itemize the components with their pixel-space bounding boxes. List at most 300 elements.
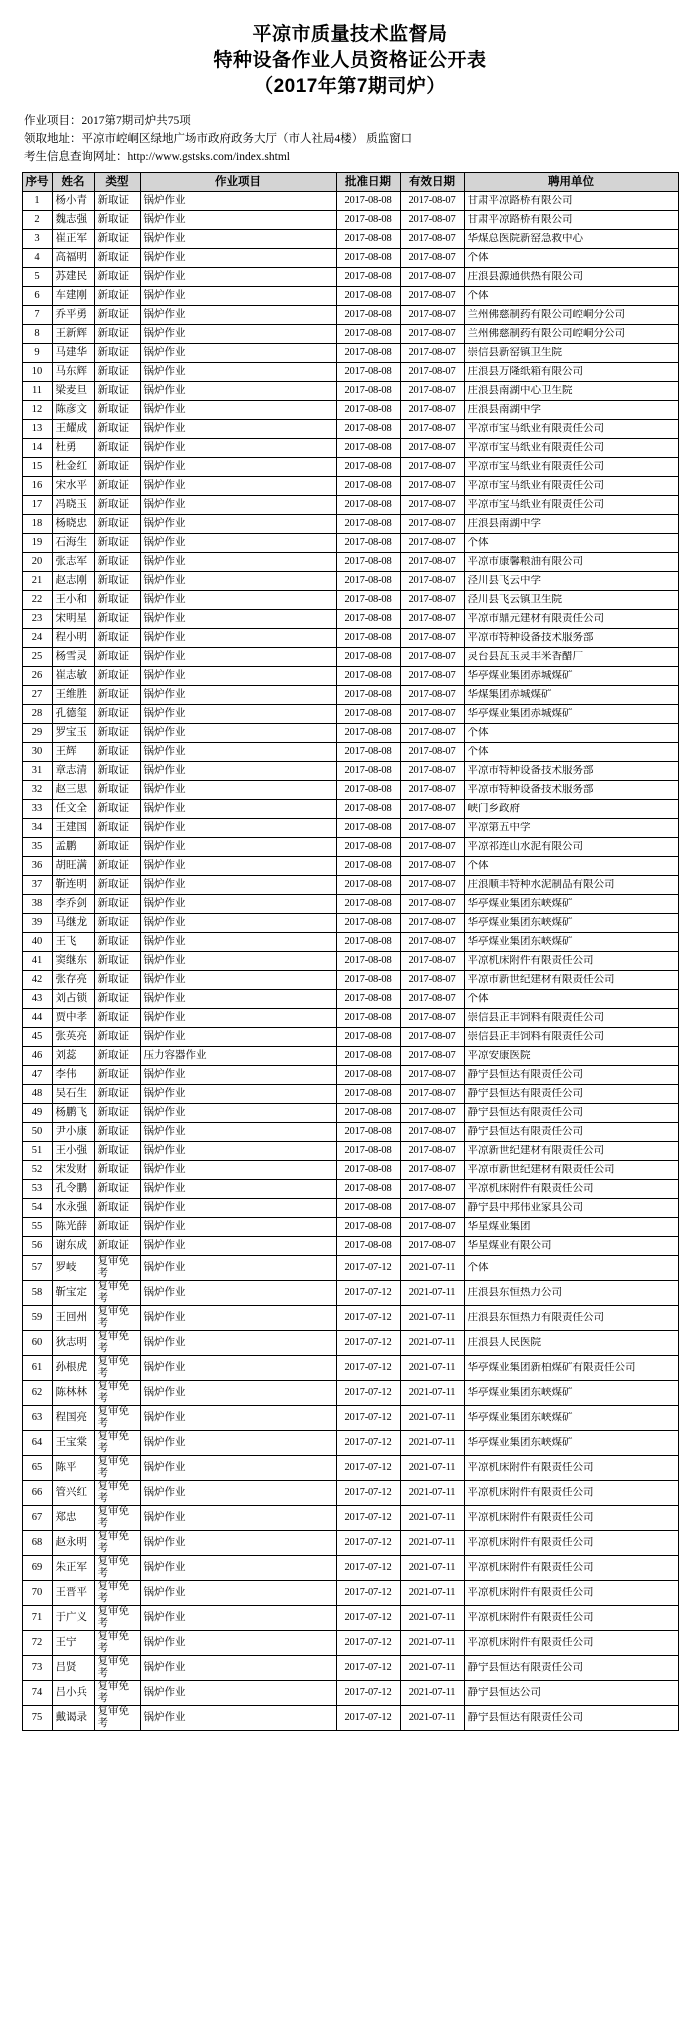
cell-index: 24 xyxy=(22,629,52,648)
cell-valid-date: 2021-07-11 xyxy=(400,1556,464,1581)
cell-type: 复审免考 xyxy=(94,1431,140,1456)
cell-type: 新取证 xyxy=(94,629,140,648)
table-row xyxy=(22,800,678,819)
cell-type: 新取证 xyxy=(94,1218,140,1237)
cell-valid-date: 2021-07-11 xyxy=(400,1281,464,1306)
cell-employer: 庄浪顺丰特种水泥制品有限公司 xyxy=(464,876,678,895)
cell-valid-date: 2017-08-07 xyxy=(400,1199,464,1218)
cell-name: 刘占锁 xyxy=(52,990,94,1009)
cell-valid-date: 2017-08-07 xyxy=(400,496,464,515)
cell-employer: 平凉机床附件有限责任公司 xyxy=(464,1180,678,1199)
cell-employer: 华亭煤业集团东峡煤矿 xyxy=(464,1381,678,1406)
cell-valid-date: 2017-08-07 xyxy=(400,458,464,477)
cell-approve-date: 2017-08-08 xyxy=(336,591,400,610)
cell-name: 马东辉 xyxy=(52,363,94,382)
cell-valid-date: 2017-08-07 xyxy=(400,762,464,781)
cell-valid-date: 2021-07-11 xyxy=(400,1256,464,1281)
cell-name: 高福明 xyxy=(52,249,94,268)
cell-name: 赵三思 xyxy=(52,781,94,800)
table-row xyxy=(22,1456,678,1481)
cell-type: 新取证 xyxy=(94,306,140,325)
cell-employer: 平凉祁连山水泥有限公司 xyxy=(464,838,678,857)
cell-name: 程国亮 xyxy=(52,1406,94,1431)
table-row xyxy=(22,591,678,610)
cell-valid-date: 2017-08-07 xyxy=(400,420,464,439)
cell-valid-date: 2021-07-11 xyxy=(400,1356,464,1381)
cell-valid-date: 2021-07-11 xyxy=(400,1531,464,1556)
cell-employer: 崇信县正丰饲料有限责任公司 xyxy=(464,1028,678,1047)
cell-index: 54 xyxy=(22,1199,52,1218)
cell-approve-date: 2017-08-08 xyxy=(336,762,400,781)
cell-work-item: 锅炉作业 xyxy=(140,1331,336,1356)
cell-name: 杨鹏飞 xyxy=(52,1104,94,1123)
cell-approve-date: 2017-08-08 xyxy=(336,914,400,933)
table-row xyxy=(22,1085,678,1104)
table-row xyxy=(22,933,678,952)
cell-type: 复审免考 xyxy=(94,1706,140,1731)
document-title-block xyxy=(0,0,700,100)
cell-work-item: 锅炉作业 xyxy=(140,534,336,553)
cell-index: 68 xyxy=(22,1531,52,1556)
cell-work-item: 锅炉作业 xyxy=(140,515,336,534)
cell-work-item: 锅炉作业 xyxy=(140,230,336,249)
cell-type: 新取证 xyxy=(94,477,140,496)
cell-employer: 华亭煤业集团东峡煤矿 xyxy=(464,1431,678,1456)
certificate-table xyxy=(22,172,679,1731)
cell-work-item: 锅炉作业 xyxy=(140,971,336,990)
cell-valid-date: 2017-08-07 xyxy=(400,800,464,819)
cell-index: 21 xyxy=(22,572,52,591)
cell-valid-date: 2017-08-07 xyxy=(400,572,464,591)
cell-type: 复审免考 xyxy=(94,1581,140,1606)
cell-index: 38 xyxy=(22,895,52,914)
cell-name: 胡旺满 xyxy=(52,857,94,876)
cell-type: 新取证 xyxy=(94,610,140,629)
cell-valid-date: 2017-08-07 xyxy=(400,325,464,344)
cell-employer: 庄浪县源通供热有限公司 xyxy=(464,268,678,287)
table-row xyxy=(22,1381,678,1406)
cell-approve-date: 2017-08-08 xyxy=(336,572,400,591)
table-row xyxy=(22,496,678,515)
cell-name: 杨晓忠 xyxy=(52,515,94,534)
cell-type: 新取证 xyxy=(94,534,140,553)
table-row xyxy=(22,306,678,325)
cell-valid-date: 2021-07-11 xyxy=(400,1331,464,1356)
cell-employer: 个体 xyxy=(464,534,678,553)
cell-name: 贾中孝 xyxy=(52,1009,94,1028)
cell-name: 水永强 xyxy=(52,1199,94,1218)
cell-index: 67 xyxy=(22,1506,52,1531)
cell-type: 新取证 xyxy=(94,876,140,895)
cell-work-item: 锅炉作业 xyxy=(140,1531,336,1556)
table-row xyxy=(22,610,678,629)
cell-employer: 庄浪县南湖中学 xyxy=(464,401,678,420)
cell-valid-date: 2017-08-07 xyxy=(400,914,464,933)
cell-index: 42 xyxy=(22,971,52,990)
cell-work-item: 锅炉作业 xyxy=(140,363,336,382)
cell-valid-date: 2017-08-07 xyxy=(400,211,464,230)
cell-employer: 平凉市新世纪建材有限责任公司 xyxy=(464,1161,678,1180)
table-row xyxy=(22,705,678,724)
cell-name: 马继龙 xyxy=(52,914,94,933)
cell-valid-date: 2017-08-07 xyxy=(400,1123,464,1142)
cell-employer: 平凉市宝马纸业有限责任公司 xyxy=(464,496,678,515)
table-row xyxy=(22,1681,678,1706)
cell-approve-date: 2017-08-08 xyxy=(336,667,400,686)
cell-employer: 华煤集团赤城煤矿 xyxy=(464,686,678,705)
cell-employer: 华亭煤业集团东峡煤矿 xyxy=(464,914,678,933)
cell-type: 新取证 xyxy=(94,952,140,971)
cell-type: 复审免考 xyxy=(94,1681,140,1706)
cell-valid-date: 2017-08-07 xyxy=(400,629,464,648)
column-header-valid-date: 有效日期 xyxy=(400,173,464,192)
cell-work-item: 锅炉作业 xyxy=(140,1104,336,1123)
cell-valid-date: 2017-08-07 xyxy=(400,534,464,553)
cell-type: 新取证 xyxy=(94,838,140,857)
cell-name: 吕贤 xyxy=(52,1656,94,1681)
table-row xyxy=(22,1406,678,1431)
cell-employer: 平凉机床附件有限责任公司 xyxy=(464,1506,678,1531)
cell-name: 张英亮 xyxy=(52,1028,94,1047)
cell-employer: 平凉安康医院 xyxy=(464,1047,678,1066)
cell-work-item: 锅炉作业 xyxy=(140,724,336,743)
cell-name: 管兴红 xyxy=(52,1481,94,1506)
cell-type: 新取证 xyxy=(94,439,140,458)
cell-employer: 平凉机床附件有限责任公司 xyxy=(464,1631,678,1656)
cell-type: 新取证 xyxy=(94,496,140,515)
cell-type: 复审免考 xyxy=(94,1531,140,1556)
cell-valid-date: 2017-08-07 xyxy=(400,344,464,363)
cell-approve-date: 2017-08-08 xyxy=(336,1009,400,1028)
cell-name: 谢东成 xyxy=(52,1237,94,1256)
cell-valid-date: 2021-07-11 xyxy=(400,1506,464,1531)
cell-valid-date: 2021-07-11 xyxy=(400,1581,464,1606)
cell-name: 张志军 xyxy=(52,553,94,572)
cell-name: 吕小兵 xyxy=(52,1681,94,1706)
cell-employer: 静宁县恒达有限责任公司 xyxy=(464,1104,678,1123)
cell-work-item: 锅炉作业 xyxy=(140,667,336,686)
cell-work-item: 锅炉作业 xyxy=(140,344,336,363)
cell-valid-date: 2021-07-11 xyxy=(400,1681,464,1706)
cell-approve-date: 2017-08-08 xyxy=(336,306,400,325)
cell-approve-date: 2017-08-08 xyxy=(336,1180,400,1199)
table-row xyxy=(22,1331,678,1356)
cell-employer: 平凉机床附件有限责任公司 xyxy=(464,952,678,971)
cell-valid-date: 2017-08-07 xyxy=(400,857,464,876)
cell-employer: 兰州佛慈制药有限公司崆峒分公司 xyxy=(464,306,678,325)
cell-valid-date: 2017-08-07 xyxy=(400,230,464,249)
cell-work-item: 锅炉作业 xyxy=(140,249,336,268)
cell-work-item: 锅炉作业 xyxy=(140,1218,336,1237)
cell-employer: 庄浪县南湖中心卫生院 xyxy=(464,382,678,401)
cell-approve-date: 2017-08-08 xyxy=(336,952,400,971)
table-row xyxy=(22,1104,678,1123)
cell-work-item: 锅炉作业 xyxy=(140,1306,336,1331)
cell-index: 62 xyxy=(22,1381,52,1406)
cell-valid-date: 2017-08-07 xyxy=(400,667,464,686)
cell-approve-date: 2017-07-12 xyxy=(336,1631,400,1656)
cell-index: 25 xyxy=(22,648,52,667)
cell-index: 12 xyxy=(22,401,52,420)
cell-approve-date: 2017-07-12 xyxy=(336,1531,400,1556)
cell-type: 新取证 xyxy=(94,800,140,819)
cell-employer: 华煤总医院新窑急救中心 xyxy=(464,230,678,249)
cell-name: 陈光薛 xyxy=(52,1218,94,1237)
cell-name: 于广义 xyxy=(52,1606,94,1631)
cell-name: 魏志强 xyxy=(52,211,94,230)
cell-name: 郑忠 xyxy=(52,1506,94,1531)
cell-name: 孔令鹏 xyxy=(52,1180,94,1199)
cell-approve-date: 2017-08-08 xyxy=(336,230,400,249)
cell-type: 新取证 xyxy=(94,230,140,249)
cell-name: 崔正军 xyxy=(52,230,94,249)
table-row xyxy=(22,629,678,648)
cell-valid-date: 2017-08-07 xyxy=(400,610,464,629)
table-row xyxy=(22,781,678,800)
cell-name: 石海生 xyxy=(52,534,94,553)
column-header-type: 类型 xyxy=(94,173,140,192)
cell-type: 新取证 xyxy=(94,667,140,686)
cell-employer: 崇信县新窑镇卫生院 xyxy=(464,344,678,363)
cell-approve-date: 2017-08-08 xyxy=(336,515,400,534)
cell-type: 新取证 xyxy=(94,743,140,762)
cell-work-item: 锅炉作业 xyxy=(140,192,336,211)
table-row xyxy=(22,572,678,591)
cell-index: 11 xyxy=(22,382,52,401)
table-row xyxy=(22,1606,678,1631)
table-row xyxy=(22,477,678,496)
cell-valid-date: 2017-08-07 xyxy=(400,648,464,667)
cell-employer: 平凉机床附件有限责任公司 xyxy=(464,1581,678,1606)
cell-approve-date: 2017-08-08 xyxy=(336,1066,400,1085)
table-row xyxy=(22,287,678,306)
table-row xyxy=(22,1047,678,1066)
cell-employer: 华亭煤业集团东峡煤矿 xyxy=(464,1406,678,1431)
table-row xyxy=(22,1581,678,1606)
cell-index: 35 xyxy=(22,838,52,857)
cell-type: 新取证 xyxy=(94,914,140,933)
cell-valid-date: 2017-08-07 xyxy=(400,439,464,458)
cell-work-item: 锅炉作业 xyxy=(140,1556,336,1581)
cell-employer: 静宁县中邦伟业家具公司 xyxy=(464,1199,678,1218)
cell-employer: 静宁县恒达有限责任公司 xyxy=(464,1085,678,1104)
cell-approve-date: 2017-07-12 xyxy=(336,1431,400,1456)
cell-index: 47 xyxy=(22,1066,52,1085)
cell-employer: 平凉市新世纪建材有限责任公司 xyxy=(464,971,678,990)
cell-index: 36 xyxy=(22,857,52,876)
cell-name: 陈林林 xyxy=(52,1381,94,1406)
cell-employer: 灵台县瓦玉灵丰米香醋厂 xyxy=(464,648,678,667)
table-row xyxy=(22,325,678,344)
cell-type: 复审免考 xyxy=(94,1481,140,1506)
cell-type: 新取证 xyxy=(94,572,140,591)
cell-valid-date: 2017-08-07 xyxy=(400,781,464,800)
cell-type: 新取证 xyxy=(94,895,140,914)
cell-approve-date: 2017-08-08 xyxy=(336,990,400,1009)
cell-valid-date: 2017-08-07 xyxy=(400,287,464,306)
cell-employer: 泾川县飞云中学 xyxy=(464,572,678,591)
cell-valid-date: 2021-07-11 xyxy=(400,1381,464,1406)
table-row xyxy=(22,1218,678,1237)
cell-work-item: 锅炉作业 xyxy=(140,306,336,325)
cell-name: 乔平勇 xyxy=(52,306,94,325)
cell-employer: 兰州佛慈制药有限公司崆峒分公司 xyxy=(464,325,678,344)
cell-type: 新取证 xyxy=(94,1104,140,1123)
cell-work-item: 锅炉作业 xyxy=(140,705,336,724)
cell-type: 新取证 xyxy=(94,401,140,420)
cell-approve-date: 2017-08-08 xyxy=(336,477,400,496)
cell-employer: 平凉市宝马纸业有限责任公司 xyxy=(464,458,678,477)
cell-approve-date: 2017-07-12 xyxy=(336,1306,400,1331)
cell-type: 复审免考 xyxy=(94,1656,140,1681)
table-row xyxy=(22,762,678,781)
cell-work-item: 锅炉作业 xyxy=(140,1431,336,1456)
cell-name: 王飞 xyxy=(52,933,94,952)
cell-index: 8 xyxy=(22,325,52,344)
cell-valid-date: 2017-08-07 xyxy=(400,990,464,1009)
cell-work-item: 锅炉作业 xyxy=(140,1681,336,1706)
cell-type: 新取证 xyxy=(94,192,140,211)
cell-work-item: 锅炉作业 xyxy=(140,1180,336,1199)
cell-index: 55 xyxy=(22,1218,52,1237)
cell-approve-date: 2017-08-08 xyxy=(336,610,400,629)
cell-name: 狄志明 xyxy=(52,1331,94,1356)
cell-name: 刘蕊 xyxy=(52,1047,94,1066)
cell-work-item: 锅炉作业 xyxy=(140,1256,336,1281)
cell-approve-date: 2017-08-08 xyxy=(336,705,400,724)
table-row xyxy=(22,1631,678,1656)
cell-approve-date: 2017-08-08 xyxy=(336,1161,400,1180)
cell-index: 16 xyxy=(22,477,52,496)
cell-name: 宋发财 xyxy=(52,1161,94,1180)
cell-index: 1 xyxy=(22,192,52,211)
cell-index: 50 xyxy=(22,1123,52,1142)
cell-valid-date: 2017-08-07 xyxy=(400,1161,464,1180)
cell-employer: 崇信县正丰饲料有限责任公司 xyxy=(464,1009,678,1028)
cell-approve-date: 2017-07-12 xyxy=(336,1681,400,1706)
cell-name: 马建华 xyxy=(52,344,94,363)
cell-index: 56 xyxy=(22,1237,52,1256)
cell-name: 杜勇 xyxy=(52,439,94,458)
cell-employer: 平凉新世纪建材有限责任公司 xyxy=(464,1142,678,1161)
cell-type: 新取证 xyxy=(94,648,140,667)
cell-work-item: 锅炉作业 xyxy=(140,1085,336,1104)
cell-employer: 庄浪县人民医院 xyxy=(464,1331,678,1356)
cell-approve-date: 2017-07-12 xyxy=(336,1706,400,1731)
table-row xyxy=(22,1161,678,1180)
cell-approve-date: 2017-07-12 xyxy=(336,1606,400,1631)
cell-index: 7 xyxy=(22,306,52,325)
table-row xyxy=(22,743,678,762)
cell-employer: 静宁县恒达公司 xyxy=(464,1681,678,1706)
cell-employer: 华亭煤业集团赤城煤矿 xyxy=(464,667,678,686)
cell-work-item: 锅炉作业 xyxy=(140,420,336,439)
cell-index: 73 xyxy=(22,1656,52,1681)
cell-employer: 平凉机床附件有限责任公司 xyxy=(464,1531,678,1556)
cell-valid-date: 2021-07-11 xyxy=(400,1306,464,1331)
cell-work-item: 锅炉作业 xyxy=(140,1481,336,1506)
cell-employer: 静宁县恒达有限责任公司 xyxy=(464,1123,678,1142)
cell-approve-date: 2017-07-12 xyxy=(336,1456,400,1481)
cell-name: 靳连明 xyxy=(52,876,94,895)
cell-index: 4 xyxy=(22,249,52,268)
table-body xyxy=(22,192,678,1731)
cell-type: 新取证 xyxy=(94,990,140,1009)
cell-employer: 平凉市鼎元建材有限责任公司 xyxy=(464,610,678,629)
cell-work-item: 锅炉作业 xyxy=(140,914,336,933)
cell-work-item: 锅炉作业 xyxy=(140,838,336,857)
table-row xyxy=(22,648,678,667)
cell-approve-date: 2017-08-08 xyxy=(336,629,400,648)
cell-type: 新取证 xyxy=(94,268,140,287)
cell-index: 27 xyxy=(22,686,52,705)
table-row xyxy=(22,1506,678,1531)
cell-valid-date: 2017-08-07 xyxy=(400,705,464,724)
cell-name: 罗岐 xyxy=(52,1256,94,1281)
column-header-name: 姓名 xyxy=(52,173,94,192)
cell-index: 52 xyxy=(22,1161,52,1180)
cell-type: 新取证 xyxy=(94,705,140,724)
cell-name: 梁麦旦 xyxy=(52,382,94,401)
table-row xyxy=(22,667,678,686)
table-row xyxy=(22,1706,678,1731)
cell-type: 新取证 xyxy=(94,1047,140,1066)
cell-index: 30 xyxy=(22,743,52,762)
table-row xyxy=(22,857,678,876)
cell-index: 17 xyxy=(22,496,52,515)
cell-name: 王新辉 xyxy=(52,325,94,344)
cell-employer: 甘肃平凉路桥有限公司 xyxy=(464,192,678,211)
column-header-item: 作业项目 xyxy=(140,173,336,192)
cell-work-item: 锅炉作业 xyxy=(140,211,336,230)
cell-valid-date: 2017-08-07 xyxy=(400,1142,464,1161)
cell-type: 复审免考 xyxy=(94,1281,140,1306)
cell-type: 新取证 xyxy=(94,1085,140,1104)
cell-index: 65 xyxy=(22,1456,52,1481)
cell-work-item: 锅炉作业 xyxy=(140,553,336,572)
cell-work-item: 锅炉作业 xyxy=(140,1009,336,1028)
cell-approve-date: 2017-07-12 xyxy=(336,1506,400,1531)
cell-work-item: 锅炉作业 xyxy=(140,1656,336,1681)
cell-employer: 华亭煤业集团新柏煤矿有限责任公司 xyxy=(464,1356,678,1381)
cell-work-item: 锅炉作业 xyxy=(140,496,336,515)
cell-index: 6 xyxy=(22,287,52,306)
cell-valid-date: 2017-08-07 xyxy=(400,1237,464,1256)
table-row xyxy=(22,230,678,249)
cell-name: 陈彦文 xyxy=(52,401,94,420)
cell-name: 崔志敏 xyxy=(52,667,94,686)
cell-approve-date: 2017-07-12 xyxy=(336,1481,400,1506)
cell-index: 59 xyxy=(22,1306,52,1331)
cell-employer: 个体 xyxy=(464,990,678,1009)
cell-employer: 个体 xyxy=(464,1256,678,1281)
cell-name: 王回州 xyxy=(52,1306,94,1331)
cell-approve-date: 2017-08-08 xyxy=(336,325,400,344)
cell-approve-date: 2017-08-08 xyxy=(336,1047,400,1066)
cell-index: 14 xyxy=(22,439,52,458)
cell-index: 75 xyxy=(22,1706,52,1731)
cell-type: 新取证 xyxy=(94,1066,140,1085)
cell-approve-date: 2017-08-08 xyxy=(336,268,400,287)
cell-name: 罗宝玉 xyxy=(52,724,94,743)
cell-name: 吴石生 xyxy=(52,1085,94,1104)
table-row xyxy=(22,1556,678,1581)
page-title-line-2: 特种设备作业人员资格证公开表 xyxy=(213,50,487,71)
cell-valid-date: 2017-08-07 xyxy=(400,743,464,762)
cell-work-item: 锅炉作业 xyxy=(140,762,336,781)
table-header xyxy=(22,173,678,192)
cell-index: 39 xyxy=(22,914,52,933)
